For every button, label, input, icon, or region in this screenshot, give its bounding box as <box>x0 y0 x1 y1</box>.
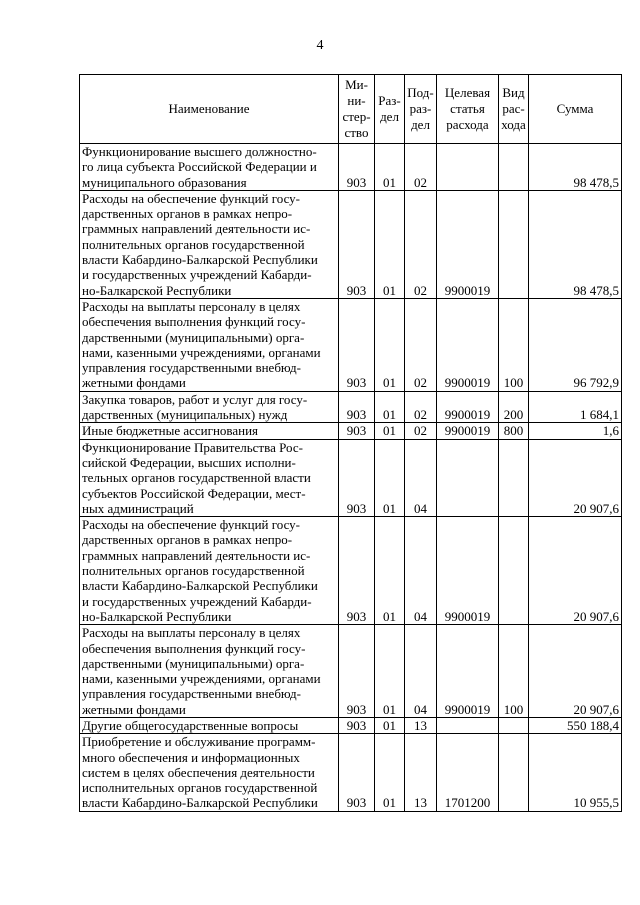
row-ministry: 903 <box>339 423 375 439</box>
row-ministry: 903 <box>339 517 375 625</box>
row-name-line: граммных направлений деятельности ис- <box>82 547 311 563</box>
row-subsection: 04 <box>405 517 437 625</box>
row-name-line: власти Кабардино-Балкарской Республики <box>82 578 318 594</box>
row-name-line: нами, казенными учреждениями, органами <box>82 344 321 360</box>
row-subsection: 02 <box>405 298 437 391</box>
row-target: 9900019 <box>437 517 499 625</box>
row-name-line: дарственных органов в рамках непро- <box>82 532 293 548</box>
row-section: 01 <box>375 391 405 423</box>
row-name-line: власти Кабардино-Балкарской Республики <box>82 795 318 811</box>
table-row <box>80 439 622 516</box>
row-target: 9900019 <box>437 391 499 423</box>
row-name <box>80 423 339 439</box>
row-name-line: Расходы на выплаты персоналу в целях <box>82 625 301 641</box>
table-row <box>80 517 622 625</box>
row-name-line: дарственных (муниципальных) нужд <box>82 407 288 423</box>
table-row <box>80 144 622 191</box>
row-subsection: 02 <box>405 423 437 439</box>
row-name-line: Расходы на обеспечение функций госу- <box>82 517 301 533</box>
row-target <box>437 439 499 516</box>
header-subsection: Под- раз- дел <box>405 75 437 144</box>
table-row <box>80 734 622 811</box>
row-expense <box>499 734 529 811</box>
row-ministry: 903 <box>339 439 375 516</box>
row-name <box>80 144 339 191</box>
row-name-line: систем в целях обеспечения деятельности <box>82 764 315 780</box>
row-name-line: и государственных учреждений Кабарди- <box>82 593 312 609</box>
row-subsection: 04 <box>405 439 437 516</box>
row-name <box>80 190 339 298</box>
table-row <box>80 423 622 439</box>
row-target <box>437 717 499 733</box>
row-name-line: сийской Федерации, высших исполни- <box>82 454 296 470</box>
row-ministry: 903 <box>339 717 375 733</box>
budget-table <box>79 74 622 812</box>
row-section: 01 <box>375 517 405 625</box>
row-sum: 550 188,4 <box>529 717 622 733</box>
row-sum: 20 907,6 <box>529 625 622 718</box>
row-name-line: исполнительных органов государственной <box>82 780 318 796</box>
row-sum: 98 478,5 <box>529 144 622 191</box>
row-name-line: обеспечения выполнения функций госу- <box>82 640 306 656</box>
row-ministry: 903 <box>339 734 375 811</box>
row-sum: 98 478,5 <box>529 190 622 298</box>
row-name-line: дарственными (муниципальными) орга- <box>82 655 305 671</box>
row-target: 9900019 <box>437 423 499 439</box>
row-name-line: обеспечения выполнения функций госу- <box>82 314 306 330</box>
row-target: 9900019 <box>437 190 499 298</box>
row-target: 9900019 <box>437 298 499 391</box>
row-expense: 800 <box>499 423 529 439</box>
header-ministry: Ми- ни- стер- ство <box>339 75 375 144</box>
row-name-line: тельных органов государственной власти <box>82 470 311 486</box>
row-ministry: 903 <box>339 391 375 423</box>
row-expense: 200 <box>499 391 529 423</box>
row-name <box>80 717 339 733</box>
row-name <box>80 625 339 718</box>
row-section: 01 <box>375 190 405 298</box>
row-name-line: управления государственными внебюд- <box>82 686 301 702</box>
row-name <box>80 734 339 811</box>
row-name-line: и государственных учреждений Кабарди- <box>82 267 312 283</box>
header-sum: Сумма <box>529 75 622 144</box>
row-name-line: власти Кабардино-Балкарской Республики <box>82 252 318 268</box>
row-target: 1701200 <box>437 734 499 811</box>
row-name-line: но-Балкарской Республики <box>82 282 232 298</box>
header-name: Наименование <box>80 75 339 144</box>
row-name <box>80 517 339 625</box>
row-name-line: жетными фондами <box>82 701 186 717</box>
row-name-line: муниципального образования <box>82 174 247 190</box>
row-name-line: Расходы на выплаты персоналу в целях <box>82 298 301 314</box>
row-name-line: управления государственными внебюд- <box>82 360 301 376</box>
row-expense: 100 <box>499 625 529 718</box>
table-row <box>80 625 622 718</box>
table-row <box>80 717 622 733</box>
row-name-line: полнительных органов государственной <box>82 236 305 252</box>
header-target: Целевая статья расхода <box>437 75 499 144</box>
row-subsection: 04 <box>405 625 437 718</box>
row-name-line: субъектов Российской Федерации, мест- <box>82 485 306 501</box>
row-ministry: 903 <box>339 144 375 191</box>
row-name-line: дарственными (муниципальными) орга- <box>82 329 305 345</box>
row-name-line: го лица субъекта Российской Федерации и <box>82 159 317 175</box>
row-section: 01 <box>375 439 405 516</box>
row-section: 01 <box>375 144 405 191</box>
page-number: 4 <box>316 38 324 53</box>
row-sum: 20 907,6 <box>529 439 622 516</box>
row-subsection: 02 <box>405 144 437 191</box>
row-expense <box>499 144 529 191</box>
row-ministry: 903 <box>339 625 375 718</box>
row-section: 01 <box>375 734 405 811</box>
row-subsection: 02 <box>405 190 437 298</box>
table-row <box>80 391 622 423</box>
row-sum: 10 955,5 <box>529 734 622 811</box>
row-sum: 1 684,1 <box>529 391 622 423</box>
row-name-line: нами, казенными учреждениями, органами <box>82 671 321 687</box>
header-section: Раз- дел <box>375 75 405 144</box>
table-row <box>80 190 622 298</box>
row-expense <box>499 190 529 298</box>
row-name-line: ных администраций <box>82 500 194 516</box>
row-name-line: Расходы на обеспечение функций госу- <box>82 190 301 206</box>
row-expense: 100 <box>499 298 529 391</box>
row-name-line: но-Балкарской Республики <box>82 608 232 624</box>
row-section: 01 <box>375 298 405 391</box>
row-subsection: 13 <box>405 717 437 733</box>
row-subsection: 13 <box>405 734 437 811</box>
row-sum: 96 792,9 <box>529 298 622 391</box>
row-name <box>80 391 339 423</box>
row-name-line: Приобретение и обслуживание программ- <box>82 734 316 750</box>
table-header-row <box>80 75 622 144</box>
row-sum: 1,6 <box>529 423 622 439</box>
row-section: 01 <box>375 625 405 718</box>
row-ministry: 903 <box>339 190 375 298</box>
row-name-line: жетными фондами <box>82 375 186 391</box>
row-target: 9900019 <box>437 625 499 718</box>
row-name-line: много обеспечения и информационных <box>82 749 300 765</box>
row-name-line: полнительных органов государственной <box>82 563 305 579</box>
row-sum: 20 907,6 <box>529 517 622 625</box>
table-row <box>80 298 622 391</box>
row-ministry: 903 <box>339 298 375 391</box>
row-name-line: дарственных органов в рамках непро- <box>82 206 293 222</box>
row-section: 01 <box>375 717 405 733</box>
row-expense <box>499 517 529 625</box>
row-name-line: Функционирование высшего должностно- <box>82 144 317 159</box>
row-expense <box>499 439 529 516</box>
row-expense <box>499 717 529 733</box>
row-name-line: Функционирование Правительства Рос- <box>82 439 303 455</box>
row-name <box>80 439 339 516</box>
row-name-line: Иные бюджетные ассигнования <box>82 423 259 439</box>
row-target <box>437 144 499 191</box>
row-name <box>80 298 339 391</box>
header-expense-type: Вид рас- хода <box>499 75 529 144</box>
row-subsection: 02 <box>405 391 437 423</box>
row-name-line: Закупка товаров, работ и услуг для госу- <box>82 391 308 407</box>
row-name-line: Другие общегосударственные вопросы <box>82 717 299 733</box>
row-section: 01 <box>375 423 405 439</box>
row-name-line: граммных направлений деятельности ис- <box>82 221 311 237</box>
